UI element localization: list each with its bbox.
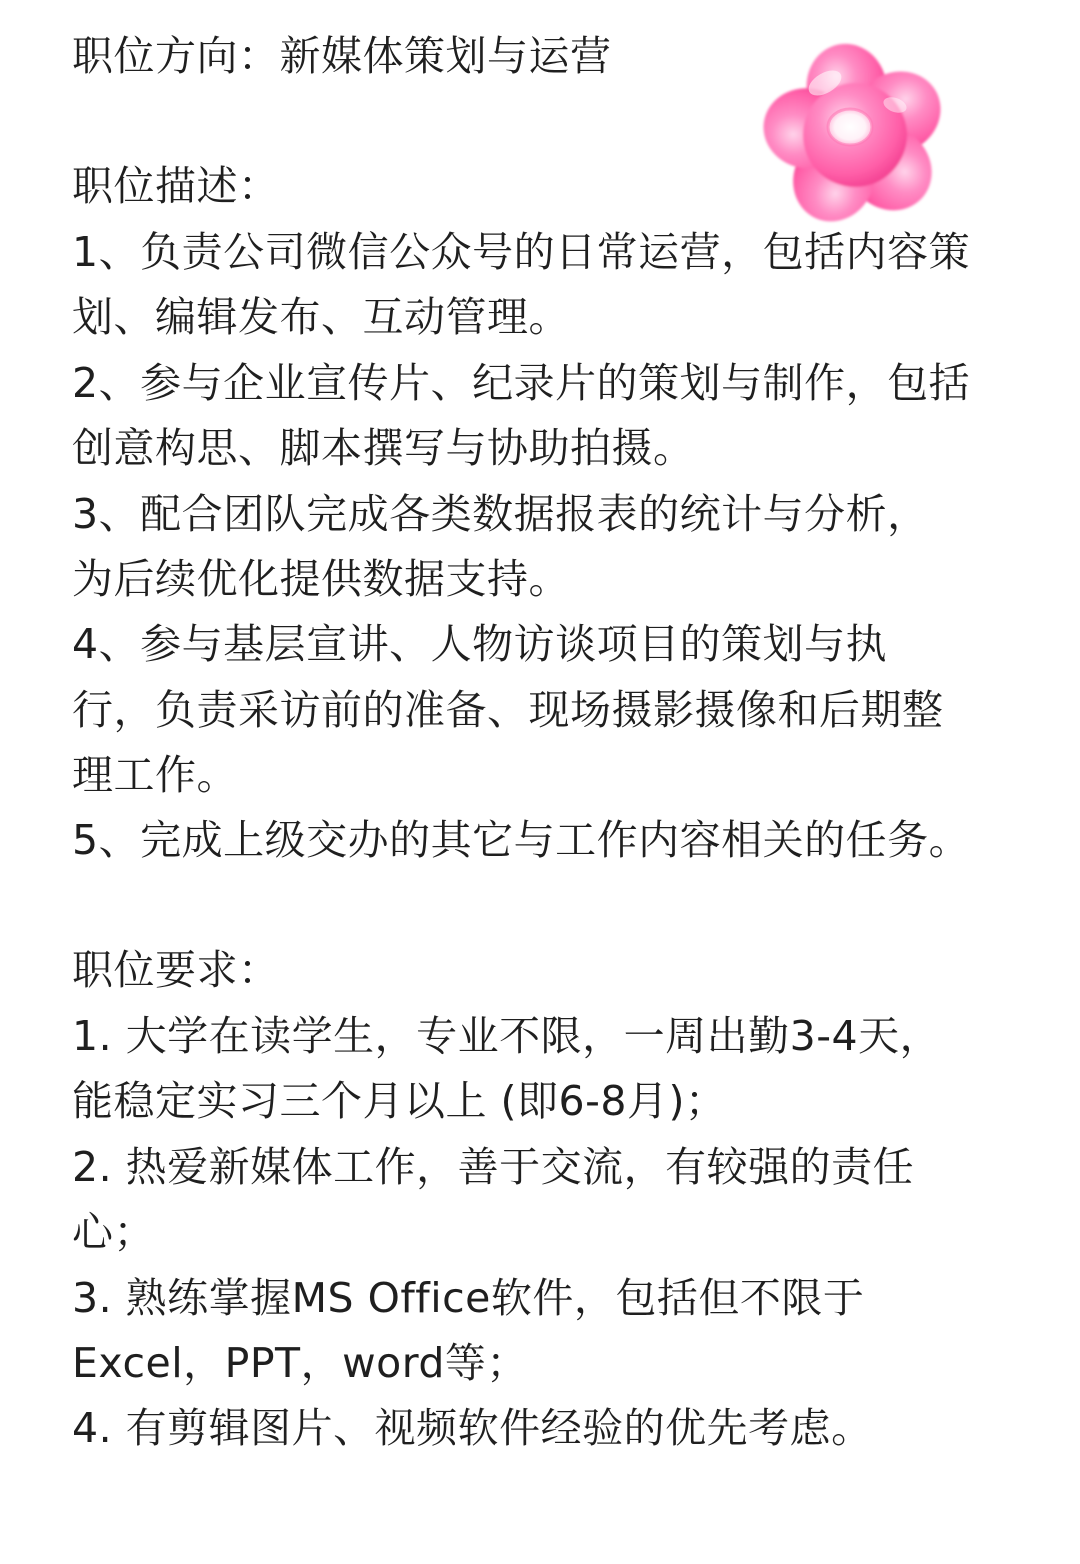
position-title: 职位方向：新媒体策划与运营	[72, 32, 612, 80]
description-heading: 职位描述：	[72, 162, 280, 210]
description-line: 创意构思、脚本撰写与协助拍摄。	[72, 424, 695, 472]
pink-flower-icon	[752, 40, 958, 230]
description-line: 5、完成上级交办的其它与工作内容相关的任务。	[72, 816, 971, 864]
requirement-line: 1. 大学在读学生，专业不限，一周出勤3-4天，	[72, 1012, 942, 1060]
description-line: 4、参与基层宣讲、人物访谈项目的策划与执	[72, 620, 888, 668]
description-line: 理工作。	[72, 751, 238, 799]
requirements-heading: 职位要求：	[72, 946, 280, 994]
description-line: 1、负责公司微信公众号的日常运营，包括内容策	[72, 228, 971, 276]
requirement-line: 心；	[72, 1208, 155, 1256]
description-line: 行，负责采访前的准备、现场摄影摄像和后期整	[72, 686, 944, 734]
description-line: 为后续优化提供数据支持。	[72, 555, 570, 603]
description-line: 划、编辑发布、互动管理。	[72, 293, 570, 341]
description-line: 2、参与企业宣传片、纪录片的策划与制作，包括	[72, 359, 971, 407]
description-line: 3、配合团队完成各类数据报表的统计与分析，	[72, 490, 929, 538]
requirement-line: 2. 热爱新媒体工作，善于交流，有较强的责任	[72, 1143, 915, 1191]
requirement-line: Excel，PPT，word等；	[72, 1339, 528, 1387]
requirement-line: 4. 有剪辑图片、视频软件经验的优先考虑。	[72, 1404, 873, 1452]
requirement-line: 能稳定实习三个月以上 (即6-8月)；	[72, 1077, 727, 1125]
requirement-line: 3. 熟练掌握MS Office软件，包括但不限于	[72, 1274, 865, 1322]
